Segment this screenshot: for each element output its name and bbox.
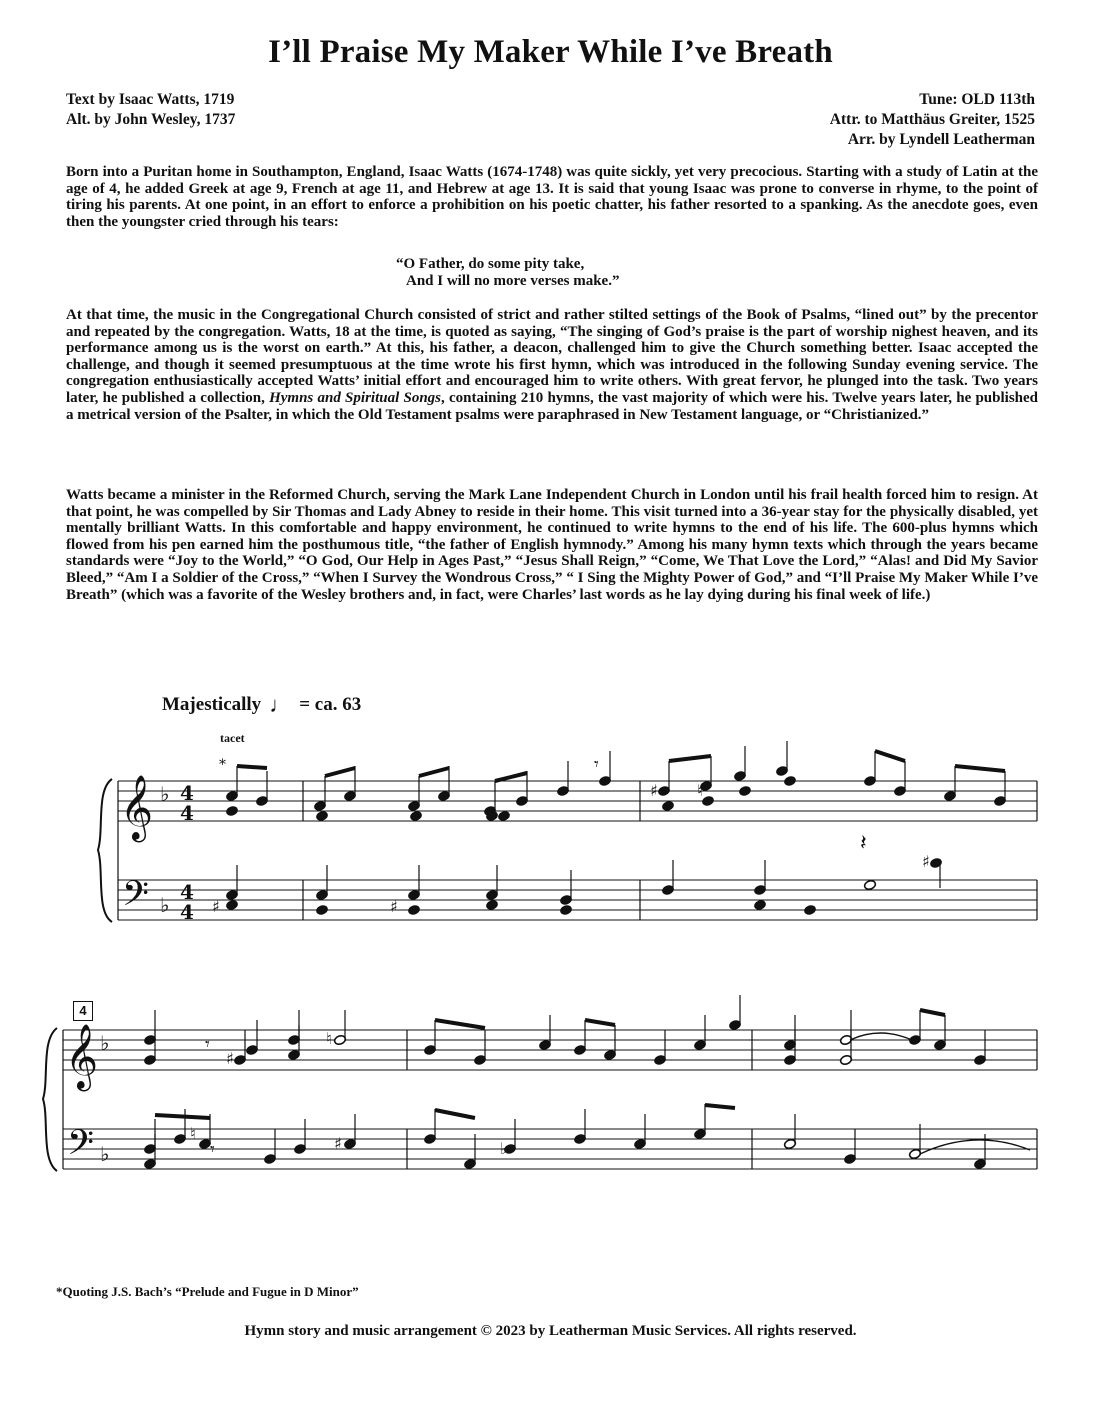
story-paragraph-3: Watts became a minister in the Reformed Church, serving the Mark Lane Independent Church in London until his frail health forced him to resign. At that point, he was compelled by Sir Thomas and Lady Abney to reside in their home. This visit turned into a 36-year stay for the physically disabled, yet mentally brilliant Watts. In this comfortable and happy environment, he continued to write hymns to the end of his life. The 600-plus hymns which flowed from his pen earned him the posthumous title, “the father of English hymnody.” Among his many hymn texts which through the years became standards were “Joy to the World,” “O God, Our Help in Ages Past,” “Jesus Shall Reign,” “Come, We That Love the Lord,” “Alas! and Did My Savior Bleed,” “Am I a Soldier of the Cross,” “When I Survey the Wondrous Cross,” “ I Sing the Mighty Power of God,” and “I’ll Praise My Maker While I’ve Breath” (which was a favorite of the Wesley brothers and, in fact, were Charles’ last words as he lay dying during his final week of life.) (66, 487, 1038, 603)
quotation-asterisk: * (219, 757, 226, 773)
note-beam (495, 773, 527, 781)
tune-name: Tune: OLD 113th (919, 91, 1035, 108)
note-beam (955, 766, 1005, 771)
note-head (225, 805, 238, 816)
note-beam (669, 756, 711, 761)
page-title: I’ll Praise My Maker While I’ve Breath (268, 34, 833, 70)
system-2-treble-clef: 𝄞 (65, 1024, 99, 1089)
system-2-brace (43, 1028, 57, 1171)
eighth-rest: 𝄾 (205, 1034, 210, 1055)
arranger: Arr. by Lyndell Leatherman (847, 131, 1035, 148)
note-head (485, 899, 498, 910)
note-head (315, 904, 328, 915)
note-head (407, 904, 420, 915)
natural-sign: ♮ (326, 1029, 332, 1048)
tie (850, 1033, 912, 1040)
note-beam (237, 766, 267, 768)
system-1-treble-clef: 𝄞 (120, 775, 154, 840)
note-beam (435, 1020, 485, 1028)
sharp-sign: ♯ (212, 897, 220, 916)
tempo-word: Majestically (162, 694, 262, 715)
system-1-treble-time-bottom: 4 (180, 801, 194, 825)
system-2-bass-clef: 𝄢 (67, 1122, 95, 1171)
system-1-bass-staff (118, 880, 1037, 920)
note-beam (875, 751, 905, 761)
text-author: Text by Isaac Watts, 1719 (66, 91, 235, 108)
note-beam (585, 1020, 615, 1025)
note-head (409, 810, 422, 821)
eighth-rest: 𝄾 (594, 754, 599, 775)
story-paragraph-1: Born into a Puritan home in Southampton, England, Isaac Watts (1674-1748) was quite sickly, yet very precocious. Starting with a study of Latin at the age of 4, he added Greek at age 9, French at age 11, and Hebrew at age 13. It is said that young Isaac was prone to converse in rhyme, to the point of tiring his parents. At one point, in an effort to enforce a prohibition on his poetic chatter, his father resorted to a spanking. As the anecdote goes, even then the youngster cried through his tears: (66, 164, 1038, 230)
system-1-barlines (118, 781, 1037, 920)
note-beam (325, 768, 355, 776)
story-paragraph-2-part-b: , containing 210 hymns, the vast majority of which were his. Twelve years later, he published a metrical version of the Psalter, in which the Old Testament psalms were paraphrased in New Testament language, or “Christianized.” (66, 389, 1038, 423)
note-beam (155, 1115, 210, 1118)
quarter-rest: 𝄽 (860, 831, 867, 856)
measure-number: 4 (73, 1001, 93, 1021)
note-beam (435, 1110, 475, 1118)
system-2-treble-flat: ♭ (100, 1031, 110, 1055)
note-head (315, 810, 328, 821)
quarter-note-icon: ♩ (269, 692, 292, 717)
quote-line-1: “O Father, do some pity take, (396, 256, 585, 272)
natural-sign: ♮ (190, 1124, 196, 1143)
music-notes (143, 741, 1030, 1170)
tie (920, 1140, 1030, 1154)
tune-attribution: Attr. to Matthäus Greiter, 1525 (829, 111, 1035, 128)
note-head (783, 775, 796, 786)
tempo-value: = ca. 63 (299, 694, 362, 715)
sharp-sign: ♯ (226, 1049, 234, 1068)
sharp-sign: ♯ (334, 1134, 342, 1153)
quote-line-2: And I will no more verses make.” (406, 273, 620, 289)
story-paragraph-2-part-a: At that time, the music in the Congregational Church consisted of strict and rather stilted settings of the Book of Psalms, “lined out” by the precentor and repeated by the congregation. Watts, 18 at the time, is quoted as saying, “The singing of God’s praise is the part of worship nighest heaven, and its performance among us is the worst on earth.” At this, his father, a deacon, challenged him to give the Church something better. Isaac accepted the challenge, and though it seemed presumptuous at the time wrote his first hymn, which was introduced in the following Sunday evening service. The congregation enthusiastically accepted Watts’ initial effort and encouraged him to write others. With great fervor, he plunged into the task. Two years later, he published a collection, (66, 307, 1038, 406)
sharp-sign: ♯ (922, 852, 930, 871)
text-alteration: Alt. by John Wesley, 1737 (66, 111, 236, 128)
system-1-treble-flat: ♭ (160, 782, 170, 806)
system-1-bass-flat: ♭ (160, 893, 170, 917)
note-head (753, 899, 766, 910)
note-head (803, 904, 816, 915)
note-head (497, 810, 510, 821)
system-1-bass-time-top: 4 (180, 880, 194, 904)
copyright-notice: Hymn story and music arrangement © 2023 by Leatherman Music Services. All rights reserved. (244, 1323, 857, 1339)
system-1-treble-time-top: 4 (180, 781, 194, 805)
system-1-bass-clef: 𝄢 (122, 873, 150, 922)
tacet-marking: tacet (220, 731, 245, 745)
note-head (738, 785, 751, 796)
sharp-sign: ♯ (390, 897, 398, 916)
system-1-bass-time-bottom: 4 (180, 900, 194, 924)
note-head (661, 800, 674, 811)
flat-sign: ♭ (500, 1139, 508, 1158)
note-head (701, 795, 714, 806)
note-beam (920, 1010, 945, 1015)
footnote: *Quoting J.S. Bach’s “Prelude and Fugue in D Minor” (56, 1284, 359, 1299)
system-2-bass-flat: ♭ (100, 1142, 110, 1166)
note-beam (419, 768, 449, 776)
note-head (225, 899, 238, 910)
natural-sign: ♮ (697, 781, 703, 800)
note-head (863, 879, 876, 890)
eighth-rest: 𝄾 (210, 1139, 215, 1160)
note-head (559, 904, 572, 915)
sharp-sign: ♯ (650, 781, 658, 800)
system-1-brace (98, 779, 112, 922)
note-beam (705, 1105, 735, 1108)
collection-title: Hymns and Spiritual Songs (269, 389, 441, 406)
